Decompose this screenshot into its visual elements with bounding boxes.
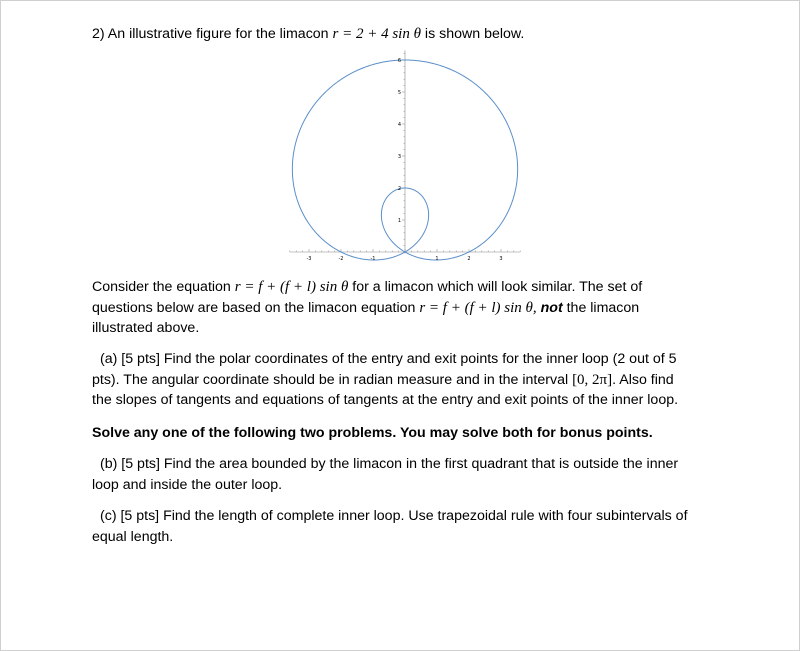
heading-equation: r = 2 + 4 sin θ — [332, 26, 421, 42]
x-tick-label: 2 — [467, 256, 471, 262]
paragraph-line-2: questions below are based on the limacon equation r = f + (f + l) sin θ, not the limacon — [92, 300, 640, 316]
y-tick-label: 6 — [397, 58, 401, 64]
emphasis-not: not — [540, 300, 563, 316]
question-b: (b) [5 pts] Find the area bounded by the limacon in the first quadrant that is outside the inner loop and inside the outer loop. — [92, 456, 679, 493]
x-tick-label: 3 — [499, 256, 503, 262]
question-a: (a) [5 pts] Find the polar coordinates of the entry and exit points for the inner loop (2 out of 5 pts). The angular coordinate should be in radian measure and in the interval [0, 2π]. Also find the slopes of tangents and equations of tangents at the entry and exit points of the inner loop. — [92, 351, 679, 408]
paragraph-line-1: Consider the equation r = f + (f + l) sin θ for a limacon which will look similar. The set of — [92, 279, 643, 295]
y-tick-label: 3 — [397, 154, 401, 160]
general-equation: r = f + (f + l) sin θ — [234, 279, 349, 295]
solve-instruction: Solve any one of the following two problems. You may solve both for bonus points. — [92, 425, 653, 441]
problem-heading: 2) An illustrative figure for the limacon r = 2 + 4 sin θ is shown below. — [92, 26, 525, 42]
x-tick-label: -2 — [338, 256, 344, 262]
axes — [290, 50, 520, 253]
x-tick-label: -3 — [306, 256, 312, 262]
interval: [0, 2π] — [572, 371, 613, 388]
x-tick-label: 1 — [435, 256, 439, 262]
y-tick-label: 5 — [397, 90, 401, 96]
y-tick-label: 2 — [397, 186, 401, 192]
paragraph-line-3: illustrated above. — [92, 320, 200, 336]
tick-labels — [307, 58, 503, 262]
y-tick-label: 1 — [397, 218, 401, 224]
question-c: (c) [5 pts] Find the length of complete inner loop. Use trapezoidal rule with four subintervals of equal length. — [92, 508, 688, 545]
general-equation-repeat: r = f + (f + l) sin θ, — [419, 300, 537, 316]
x-tick-label: -1 — [370, 256, 376, 262]
limacon-figure — [280, 50, 530, 272]
y-tick-label: 4 — [397, 122, 401, 128]
